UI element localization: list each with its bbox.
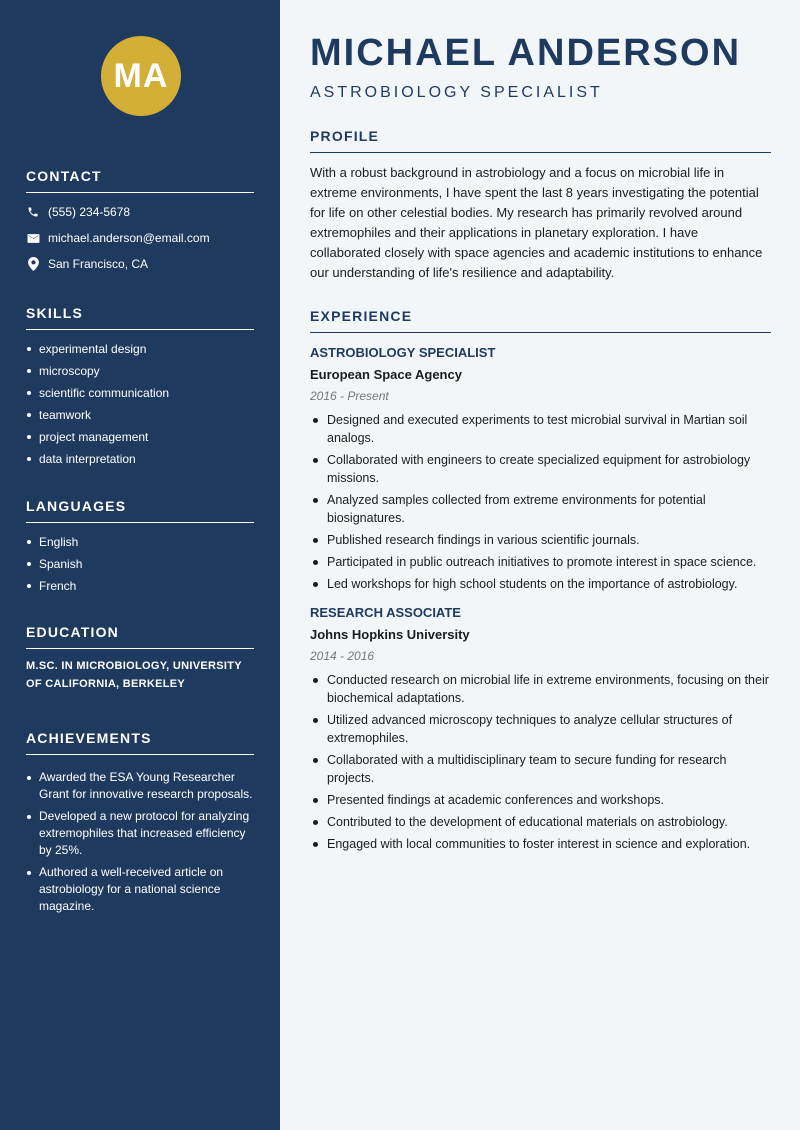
contact-heading: CONTACT <box>26 168 254 193</box>
language-item: English <box>26 531 254 553</box>
contact-location <box>26 251 254 277</box>
job-bullet: Collaborated with a multidisciplinary team to secure funding for research projects. <box>310 751 771 787</box>
location-pin-icon <box>26 257 40 271</box>
languages-section <box>26 498 254 597</box>
languages-heading: LANGUAGES <box>26 498 254 523</box>
profile-heading: PROFILE <box>310 128 771 153</box>
job-entry <box>310 605 771 853</box>
language-item: French <box>26 575 254 597</box>
job-bullet: Contributed to the development of educational materials on astrobiology. <box>310 813 771 831</box>
achievements-section <box>26 730 254 920</box>
job-dates: 2016 - Present <box>310 389 389 403</box>
contact-section <box>26 168 254 277</box>
skill-item: experimental design <box>26 338 254 360</box>
candidate-name: MICHAEL ANDERSON <box>310 32 742 74</box>
job-bullet: Analyzed samples collected from extreme environments for potential biosignatures. <box>310 491 771 527</box>
avatar: MA <box>101 36 181 116</box>
phone-text: (555) 234-5678 <box>48 205 131 219</box>
skills-heading: SKILLS <box>26 305 254 330</box>
company-name: Johns Hopkins University <box>310 627 470 642</box>
candidate-title: ASTROBIOLOGY SPECIALIST <box>310 84 603 101</box>
skills-list <box>26 338 254 470</box>
company-name: European Space Agency <box>310 367 462 382</box>
skill-item: microscopy <box>26 360 254 382</box>
languages-list <box>26 531 254 597</box>
language-item: Spanish <box>26 553 254 575</box>
job-dates: 2014 - 2016 <box>310 649 375 663</box>
achievements-list <box>26 769 254 915</box>
achievement-item: Developed a new protocol for analyzing extremophiles that increased efficiency by 25%. <box>26 808 254 859</box>
job-bullet: Utilized advanced microscopy techniques to analyze cellular structures of extremophiles. <box>310 711 771 747</box>
phone-icon <box>26 205 40 219</box>
job-bullets <box>310 411 771 593</box>
education-section <box>26 624 254 693</box>
job-bullet: Designed and executed experiments to test microbial survival in Martian soil analogs. <box>310 411 771 447</box>
experience-section <box>310 308 771 857</box>
job-title: ASTROBIOLOGY SPECIALIST <box>310 345 496 360</box>
location-text: San Francisco, CA <box>48 257 149 271</box>
achievement-item: Awarded the ESA Young Researcher Grant for innovative research proposals. <box>26 769 254 803</box>
achievement-item: Authored a well-received article on astrobiology for a national science magazine. <box>26 864 254 915</box>
skills-section <box>26 305 254 470</box>
skill-item: teamwork <box>26 404 254 426</box>
job-bullet: Engaged with local communities to foster interest in science and exploration. <box>310 835 771 853</box>
profile-section <box>310 128 771 283</box>
education-heading: EDUCATION <box>26 624 254 649</box>
job-bullets <box>310 671 771 853</box>
contact-email <box>26 225 254 251</box>
job-bullet: Collaborated with engineers to create specialized equipment for astrobiology missions. <box>310 451 771 487</box>
education-degree: M.SC. IN MICROBIOLOGY, UNIVERSITY OF CALIFORNIA, BERKELEY <box>26 660 242 690</box>
skill-item: project management <box>26 426 254 448</box>
job-bullet: Participated in public outreach initiatives to promote interest in space science. <box>310 553 771 571</box>
skill-item: data interpretation <box>26 448 254 470</box>
email-icon <box>26 231 40 245</box>
job-entry <box>310 345 771 593</box>
skill-item: scientific communication <box>26 382 254 404</box>
experience-heading: EXPERIENCE <box>310 308 771 333</box>
achievements-heading: ACHIEVEMENTS <box>26 730 254 755</box>
job-bullet: Presented findings at academic conferences and workshops. <box>310 791 771 809</box>
contact-phone <box>26 199 254 225</box>
job-bullet: Conducted research on microbial life in extreme environments, focusing on their biochemical adaptations. <box>310 671 771 707</box>
job-title: RESEARCH ASSOCIATE <box>310 605 461 620</box>
job-bullet: Led workshops for high school students on the importance of astrobiology. <box>310 575 771 593</box>
email-text: michael.anderson@email.com <box>48 231 210 245</box>
profile-text: With a robust background in astrobiology and a focus on microbial life in extreme environments, I have spent the last 8 years investigating the potential for life on other celestial bodies. My research has primarily revolved around extremophiles and their applications in planetary exploration. I have collaborated closely with space agencies and academic institutions to enhance our understanding of life's resilience and adaptability. <box>310 165 763 280</box>
job-bullet: Published research findings in various scientific journals. <box>310 531 771 549</box>
sidebar <box>0 0 280 1130</box>
